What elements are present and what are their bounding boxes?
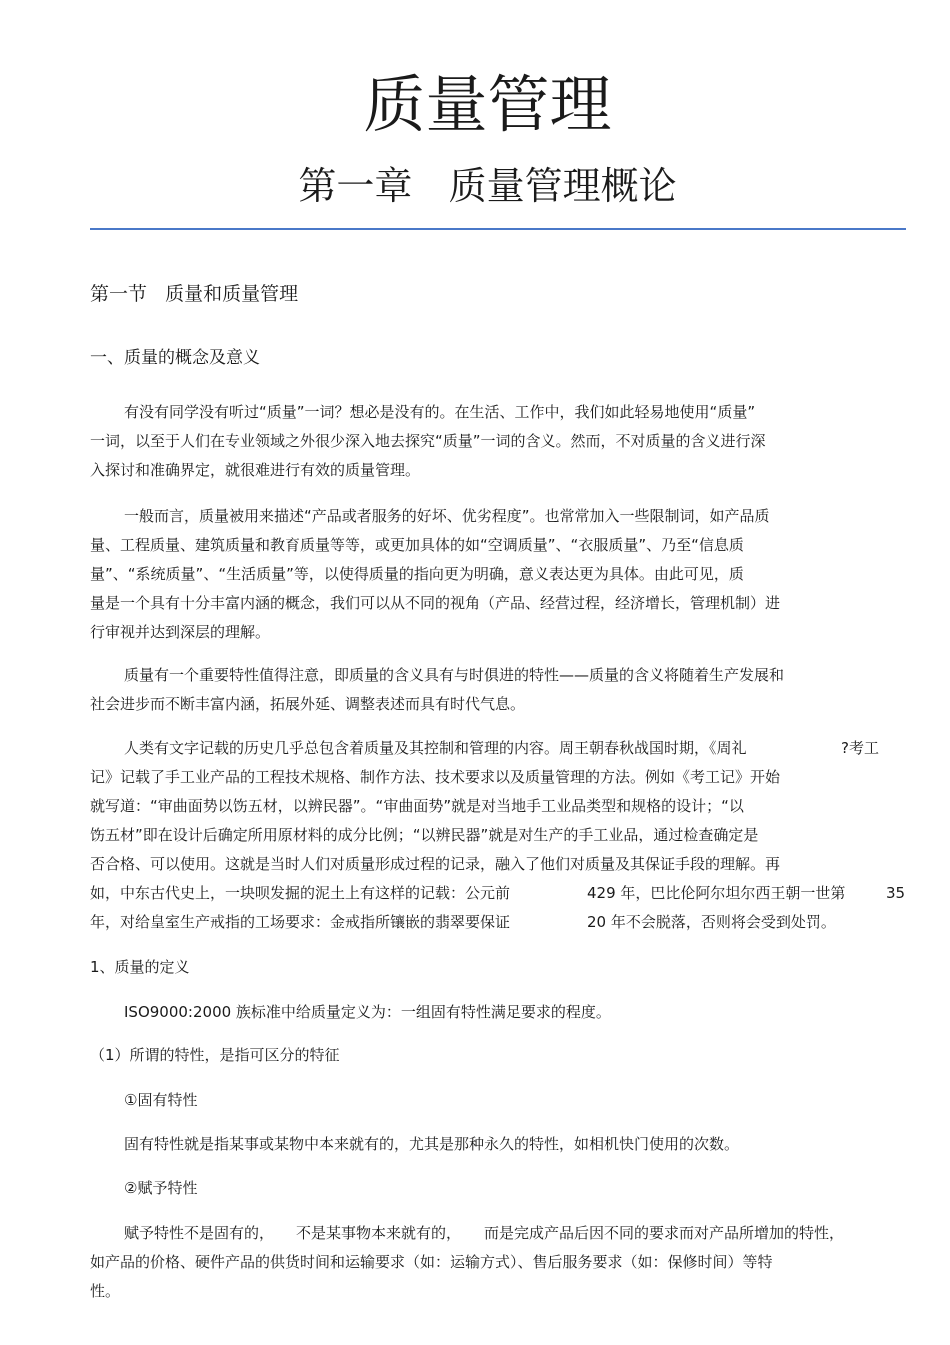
text-line: 量是一个具有十分丰富内涵的概念，我们可以从不同的视角（产品、经营过程，经济增长，管理机制）进 bbox=[90, 594, 781, 612]
text-segment: 429 年，巴比伦阿尔坦尔西王朝一世第 bbox=[587, 884, 846, 902]
text-line: 性。 bbox=[90, 1282, 121, 1300]
definition-heading: 1、质量的定义 bbox=[90, 958, 190, 976]
text-line: 一词，以至于人们在专业领域之外很少深入地去探究“质量”一词的含义。然而，不对质量的含义进行深 bbox=[90, 432, 766, 450]
text-segment: 不是某事物本来就有的， bbox=[296, 1224, 462, 1242]
text-line: 记》记载了手工业产品的工程技术规格、制作方法、技术要求以及质量管理的方法。例如《考工记》开始 bbox=[90, 768, 781, 786]
text-line: 否合格、可以使用。这就是当时人们对质量形成过程的记录，融入了他们对质量及其保证手段的理解。再 bbox=[90, 855, 781, 873]
title-divider bbox=[90, 228, 906, 230]
section-heading: 第一节 质量和质量管理 bbox=[90, 283, 299, 305]
text-segment: 35 bbox=[886, 884, 906, 902]
paragraph-1 bbox=[90, 398, 825, 485]
inherent-text: 固有特性就是指某事或某物中本来就有的，尤其是那种永久的特性，如相机快门使用的次数。 bbox=[124, 1135, 740, 1153]
text-segment: 如，中东古代史上，一块呗发掘的泥土上有这样的记载：公元前 bbox=[90, 884, 511, 902]
text-line: 一般而言，质量被用来描述“产品或者服务的好坏、优劣程度”。也常常加入一些限制词，如产品质 bbox=[124, 507, 770, 525]
text-segment: 20 年不会脱落，否则将会受到处罚。 bbox=[587, 913, 836, 931]
text-line: 如产品的价格、硬件产品的供货时间和运输要求（如：运输方式）、售后服务要求（如：保修时间）等特 bbox=[90, 1253, 773, 1271]
text-line: 有没有同学没有听过“质量”一词？想必是没有的。在生活、工作中，我们如此轻易地使用“质量” bbox=[124, 403, 756, 421]
text-line: 量、工程质量、建筑质量和教育质量等等，或更加具体的如“空调质量”、“衣服质量”、乃至“信息质 bbox=[90, 536, 744, 554]
inherent-heading: ①固有特性 bbox=[124, 1091, 198, 1109]
text-segment: 而是完成产品后因不同的要求而对产品所增加的特性， bbox=[484, 1224, 845, 1242]
paragraph-2 bbox=[90, 502, 825, 647]
text-segment: 年，对给皇室生产戒指的工场要求：金戒指所镶嵌的翡翠要保证 bbox=[90, 913, 511, 931]
subsection-heading: 一、质量的概念及意义 bbox=[90, 348, 260, 368]
text-line: 就写道：“审曲面势以饬五材，以辨民器”。“审曲面势”就是对当地手工业品类型和规格的设计；“以 bbox=[90, 797, 744, 815]
text-line: 质量有一个重要特性值得注意，即质量的含义具有与时俱进的特性——质量的含义将随着生产发展和 bbox=[124, 666, 785, 684]
text-segment: 人类有文字记载的历史几乎总包含着质量及其控制和管理的内容。周王朝春秋战国时期，《周礼 bbox=[124, 739, 747, 757]
paragraph-3 bbox=[90, 661, 825, 719]
text-segment: ?考工 bbox=[841, 739, 879, 757]
text-line: 社会进步而不断丰富内涵，拓展外延、调整表述而具有时代气息。 bbox=[90, 695, 526, 713]
page-title: 质量管理 bbox=[363, 68, 612, 141]
text-line: 入探讨和准确界定，就很难进行有效的质量管理。 bbox=[90, 461, 421, 479]
item-heading: （1）所谓的特性，是指可区分的特征 bbox=[90, 1046, 340, 1064]
text-line: 量”、“系统质量”、“生活质量”等，以使得质量的指向更为明确，意义表达更为具体。由此可见，质 bbox=[90, 565, 744, 583]
text-line: 饬五材”即在设计后确定所用原材料的成分比例；“以辨民器”就是对生产的手工业品，通过检查确定是 bbox=[90, 826, 759, 844]
text-segment: 赋予特性不是固有的， bbox=[124, 1224, 275, 1242]
chapter-title: 第一章 质量管理概论 bbox=[298, 164, 677, 208]
text-line: 行审视并达到深层的理解。 bbox=[90, 623, 271, 641]
iso-definition: ISO9000:2000 族标准中给质量定义为：一组固有特性满足要求的程度。 bbox=[124, 1003, 611, 1021]
assigned-heading: ②赋予特性 bbox=[124, 1179, 198, 1197]
